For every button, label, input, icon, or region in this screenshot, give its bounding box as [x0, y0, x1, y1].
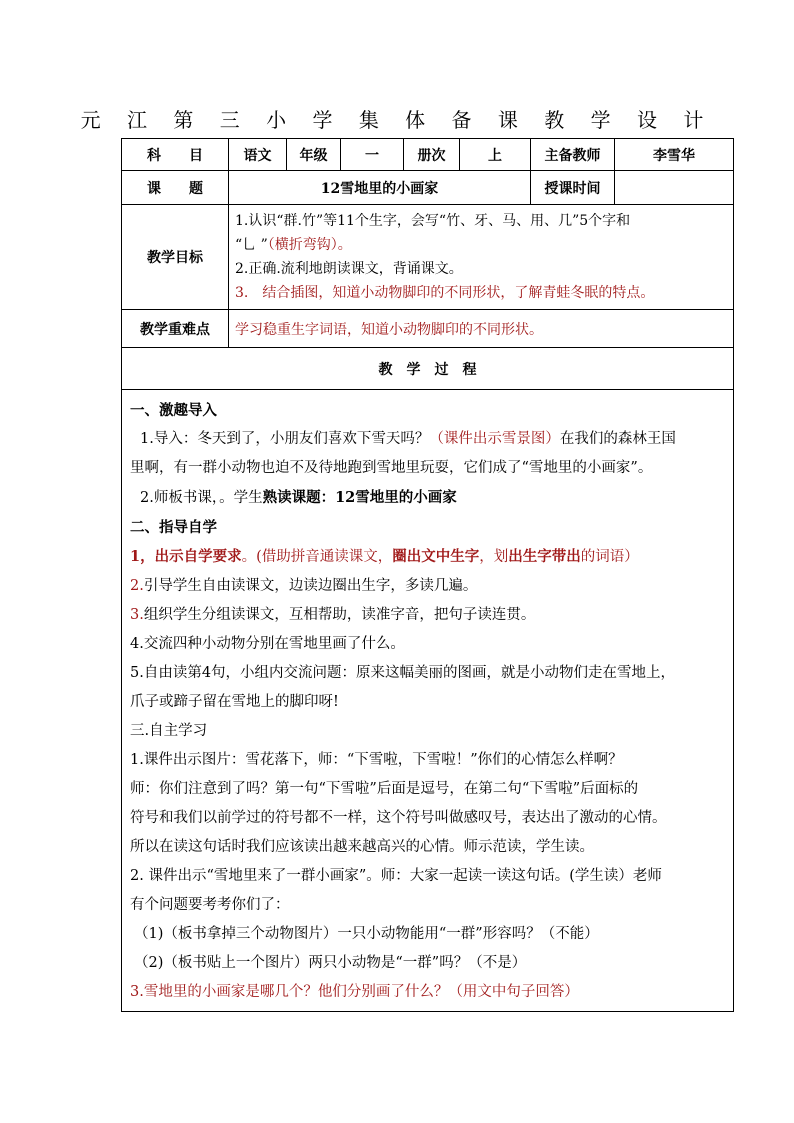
s2-p1-tail: 的词语）: [580, 549, 639, 565]
goals-row: [122, 205, 734, 310]
s2-paragraph-6: 爪子或蹄子留在雪地上的脚印呀!: [130, 694, 339, 710]
s3-paragraph-6: 有个问题要考考你们了：: [130, 897, 290, 913]
subject-label: 科 目: [122, 139, 229, 171]
goal-line-1: 1.认识“群.竹”等11个生字，会写“竹、牙、马、用、几”5个字和: [235, 213, 631, 229]
grade-label: 年级: [287, 139, 341, 171]
s2-p1-bold2: 出生字带出: [508, 548, 581, 565]
s2-p2-text: 引导学生自由读课文，边读边圈出生字，多读几遍。: [143, 578, 478, 594]
s3-paragraph-1: 1.课件出示图片：雪花落下，师：“下雪啦，下雪啦！”你们的心情怎么样啊？: [130, 752, 623, 768]
s1-paragraph-1: [130, 425, 725, 454]
process-content: [122, 390, 734, 1012]
teacher-label: 主备教师: [531, 139, 615, 171]
lesson-label: 课 题: [122, 171, 229, 205]
key-points-label: 教学重难点: [122, 310, 229, 348]
s1-p3-bold: 熟读课题：12雪地里的小画家: [262, 489, 457, 506]
s2-p3-num: 3.: [130, 607, 144, 623]
s1-paragraph-2: 里啊，有一群小动物也迫不及待地跑到雪地里玩耍，它们成了“雪地里的小画家”。: [130, 460, 653, 476]
s2-paragraph-4: 4.交流四种小动物分别在雪地里画了什么。: [130, 636, 405, 652]
header-row: [122, 139, 734, 171]
s2-paragraph-2: [130, 572, 725, 601]
grade-value: 一: [341, 139, 404, 171]
time-label: 授课时间: [531, 171, 615, 205]
s3-paragraph-4: 所以在读这句话时我们应该读出越来越高兴的心情。师示范读，学生读。: [130, 839, 594, 855]
s1-p1-tail: 在我们的森林王国: [559, 431, 676, 447]
goal-stroke-name: “乚 ”: [235, 237, 268, 253]
s2-p2-num: 2.: [130, 578, 144, 594]
volume-label: 册次: [404, 139, 460, 171]
s2-p1-req: 出示自学要求: [154, 548, 242, 565]
volume-value: 上: [460, 139, 531, 171]
document-title: 元 江 第 三 小 学 集 体 备 课 教 学 设 计: [80, 108, 714, 132]
s3-paragraph-2: 师：你们注意到了吗？第一句“下雪啦”后面是逗号，在第二句“下雪啦”后面标的: [130, 781, 639, 797]
goals-label: 教学目标: [122, 205, 229, 310]
process-header: 教 学 过 程: [122, 348, 734, 390]
process-row: [122, 390, 734, 1012]
time-value: [615, 171, 734, 205]
lesson-row: [122, 171, 734, 205]
s1-p1-text: 1.导入：冬天到了，小朋友们喜欢下雪天吗？: [140, 431, 430, 447]
s1-paragraph-3: [130, 483, 725, 513]
goal-line-2: [235, 233, 727, 257]
lesson-value: 12雪地里的小画家: [229, 171, 531, 205]
s2-p3-text: 组织学生分组读课文，互相帮助，读准字音，把句子读连贯。: [143, 607, 536, 623]
s2-paragraph-3: [130, 601, 725, 630]
s2-paragraph-5: 5.自由读第4句，小组内交流问题：原来这幅美丽的图画，就是小动物们走在雪地上，: [130, 665, 676, 681]
section-2-title: 二、指导自学: [130, 519, 217, 536]
goal-line-4: 3. 结合插图，知道小动物脚印的不同形状，了解青蛙冬眠的特点。: [235, 285, 655, 301]
subject-value: 语文: [229, 139, 287, 171]
s3-paragraph-5: 2. 课件出示“雪地里来了一群小画家”。师：大家一起读一读这句话。(学生读）老师: [130, 868, 662, 884]
s3-paragraph-3: 符号和我们以前学过的符号都不一样，这个符号叫做感叹号，表达出了激动的心情。: [130, 810, 667, 826]
s3-paragraph-9: 3.雪地里的小画家是哪几个？他们分别画了什么？（用文中句子回答）: [130, 984, 579, 1000]
s1-p1-highlight: （课件出示雪景图）: [429, 431, 560, 447]
s2-paragraph-1: [130, 542, 725, 572]
s1-p3-text: 2.师板书课，。学生: [140, 490, 263, 506]
section-3-title: 三.自主学习: [130, 723, 208, 739]
key-points-text: 学习稳重生字词语，知道小动物脚印的不同形状。: [229, 310, 734, 348]
s3-paragraph-7: （1)（板书拿掉三个动物图片）一只小动物能用“一群”形容吗？（不能）: [134, 926, 599, 942]
goals-content: [229, 205, 734, 310]
goal-line-3: 2.正确.流利地朗读课文，背诵课文。: [235, 261, 463, 277]
s2-p1-num: 1，: [130, 548, 155, 565]
key-points-row: [122, 310, 734, 348]
s2-p1-text2: ，划: [479, 549, 509, 565]
s3-paragraph-8: （2)（板书贴上一个图片）两只小动物是“一群”吗？（不是）: [134, 955, 527, 971]
goal-stroke-desc: （横折弯钩）。: [267, 237, 352, 253]
process-header-row: [122, 348, 734, 390]
section-1-title: 一、激趣导入: [130, 402, 217, 419]
s2-p1-bold1: 圈出文中生字: [392, 548, 480, 565]
s2-p1-text: 。(借助拼音通读课文，: [241, 549, 393, 565]
teacher-value: 李雪华: [615, 139, 734, 171]
lesson-plan-table: [121, 138, 734, 1012]
